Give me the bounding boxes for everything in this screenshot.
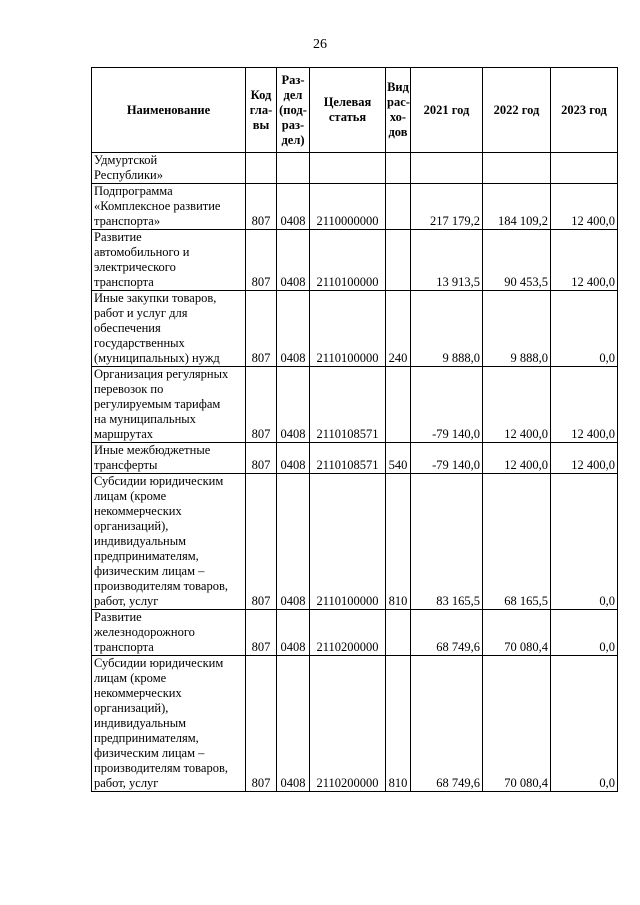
row-target-article: 2110000000	[310, 184, 386, 230]
row-value-2022: 70 080,4	[483, 656, 551, 792]
table-body	[92, 153, 618, 792]
row-value-2023: 0,0	[551, 291, 618, 367]
table-row	[92, 153, 618, 184]
header-year-2022: 2022 год	[483, 68, 551, 153]
row-target-article	[310, 153, 386, 184]
row-value-2023: 0,0	[551, 656, 618, 792]
row-chapter-code	[246, 153, 277, 184]
row-name: Иные межбюджетные трансферты	[92, 443, 246, 474]
row-target-article: 2110108571	[310, 443, 386, 474]
row-value-2022: 9 888,0	[483, 291, 551, 367]
row-expense-type: 810	[386, 656, 411, 792]
row-expense-type	[386, 153, 411, 184]
row-name: Субсидии юридическим лицам (кроме некоммерческих организаций), индивидуальным предпринимателям, физическим лицам – производителям товаров, работ, услуг	[92, 474, 246, 610]
page-number: 26	[313, 37, 327, 52]
row-expense-type: 540	[386, 443, 411, 474]
row-expense-type: 240	[386, 291, 411, 367]
row-name: Организация регулярных перевозок по регулируемым тарифам на муниципальных маршрутах	[92, 367, 246, 443]
row-value-2023: 12 400,0	[551, 184, 618, 230]
table-row	[92, 610, 618, 656]
row-value-2023: 12 400,0	[551, 367, 618, 443]
row-chapter-code: 807	[246, 184, 277, 230]
row-section: 0408	[277, 656, 310, 792]
row-section: 0408	[277, 367, 310, 443]
row-value-2021: 68 749,6	[411, 610, 483, 656]
row-value-2022: 184 109,2	[483, 184, 551, 230]
row-name: Субсидии юридическим лицам (кроме некоммерческих организаций), индивидуальным предпринимателям, физическим лицам – производителям товаров, работ, услуг	[92, 656, 246, 792]
row-value-2022: 12 400,0	[483, 367, 551, 443]
table-row	[92, 443, 618, 474]
row-chapter-code: 807	[246, 367, 277, 443]
table-row	[92, 184, 618, 230]
header-year-2021: 2021 год	[411, 68, 483, 153]
row-value-2023: 12 400,0	[551, 230, 618, 291]
row-section	[277, 153, 310, 184]
row-target-article: 2110200000	[310, 656, 386, 792]
row-target-article: 2110108571	[310, 367, 386, 443]
row-value-2021	[411, 153, 483, 184]
row-expense-type	[386, 184, 411, 230]
row-value-2023: 0,0	[551, 610, 618, 656]
row-value-2022	[483, 153, 551, 184]
row-target-article: 2110200000	[310, 610, 386, 656]
row-section: 0408	[277, 184, 310, 230]
row-chapter-code: 807	[246, 474, 277, 610]
row-value-2021: -79 140,0	[411, 367, 483, 443]
row-target-article: 2110100000	[310, 474, 386, 610]
row-section: 0408	[277, 474, 310, 610]
header-year-2023: 2023 год	[551, 68, 618, 153]
row-value-2023: 12 400,0	[551, 443, 618, 474]
row-expense-type: 810	[386, 474, 411, 610]
row-expense-type	[386, 230, 411, 291]
row-value-2022: 70 080,4	[483, 610, 551, 656]
header-chapter-code: Код гла- вы	[246, 68, 277, 153]
row-chapter-code: 807	[246, 656, 277, 792]
header-name: Наименование	[92, 68, 246, 153]
row-target-article: 2110100000	[310, 230, 386, 291]
row-value-2021: 83 165,5	[411, 474, 483, 610]
row-value-2023	[551, 153, 618, 184]
row-section: 0408	[277, 443, 310, 474]
row-chapter-code: 807	[246, 291, 277, 367]
row-name: Развитие автомобильного и электрического транспорта	[92, 230, 246, 291]
table-row	[92, 474, 618, 610]
row-section: 0408	[277, 610, 310, 656]
row-expense-type	[386, 610, 411, 656]
table-row	[92, 367, 618, 443]
header-section: Раз- дел (под- раз- дел)	[277, 68, 310, 153]
header-target-article: Целевая статья	[310, 68, 386, 153]
row-value-2021: 217 179,2	[411, 184, 483, 230]
row-value-2022: 12 400,0	[483, 443, 551, 474]
budget-table	[91, 67, 618, 792]
row-section: 0408	[277, 230, 310, 291]
row-section: 0408	[277, 291, 310, 367]
table-row	[92, 656, 618, 792]
header-row	[92, 68, 618, 153]
row-chapter-code: 807	[246, 230, 277, 291]
row-name: Развитие железнодорожного транспорта	[92, 610, 246, 656]
row-value-2021: -79 140,0	[411, 443, 483, 474]
row-name: Удмуртской Республики»	[92, 153, 246, 184]
row-value-2021: 9 888,0	[411, 291, 483, 367]
row-name: Подпрограмма «Комплексное развитие транспорта»	[92, 184, 246, 230]
row-name: Иные закупки товаров, работ и услуг для обеспечения государственных (муниципальных) нужд	[92, 291, 246, 367]
row-value-2021: 68 749,6	[411, 656, 483, 792]
table-row	[92, 291, 618, 367]
row-target-article: 2110100000	[310, 291, 386, 367]
row-value-2021: 13 913,5	[411, 230, 483, 291]
header-expense-type: Вид рас- хо- дов	[386, 68, 411, 153]
row-value-2022: 90 453,5	[483, 230, 551, 291]
row-expense-type	[386, 367, 411, 443]
row-chapter-code: 807	[246, 443, 277, 474]
table-row	[92, 230, 618, 291]
row-value-2023: 0,0	[551, 474, 618, 610]
row-value-2022: 68 165,5	[483, 474, 551, 610]
row-chapter-code: 807	[246, 610, 277, 656]
